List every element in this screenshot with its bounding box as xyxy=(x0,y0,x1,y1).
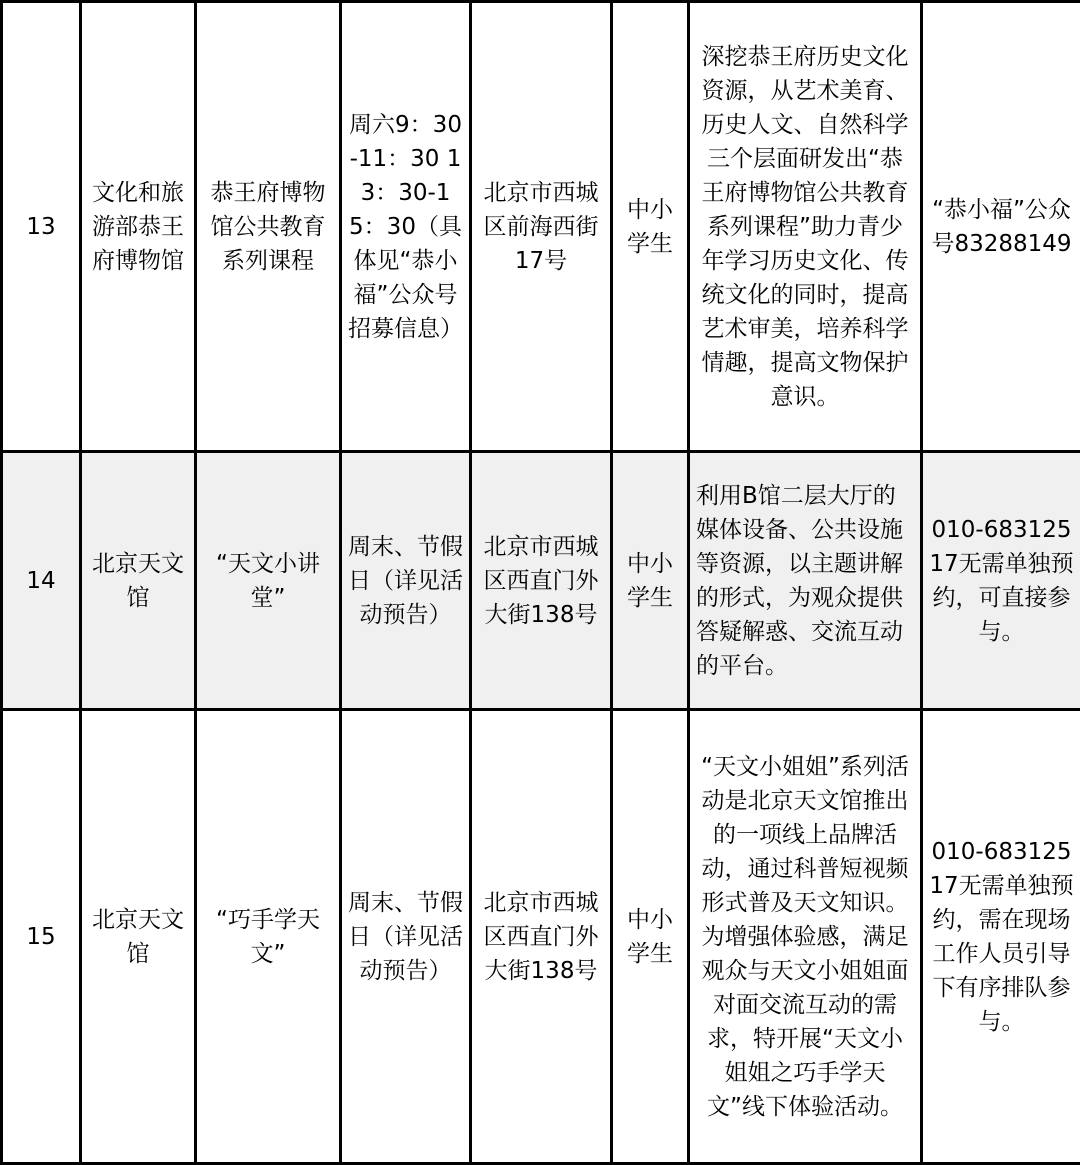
description-cell: “天文小姐姐”系列活动是北京天文馆推出的一项线上品牌活动，通过科普短视频形式普及天文知识。为增强体验感，满足观众与天文小姐姐面对面交流互动的需求，特开展“天文小姐姐之巧手学天文”线下体验活动。 xyxy=(689,710,922,1164)
organizer-cell: 北京天文馆 xyxy=(81,452,196,710)
audience-cell: 中小学生 xyxy=(612,710,689,1164)
description-cell: 深挖恭王府历史文化资源，从艺术美育、历史人文、自然科学三个层面研发出“恭王府博物馆公共教育系列课程”助力青少年学习历史文化、传统文化的同时，提高艺术审美，培养科学情趣，提高文物保护意识。 xyxy=(689,2,922,452)
activity-name-cell: “巧手学天文” xyxy=(196,710,341,1164)
time-cell: 周末、节假日（详见活动预告） xyxy=(341,710,471,1164)
time-cell: 周末、节假日（详见活动预告） xyxy=(341,452,471,710)
description-cell: 利用B馆二层大厅的媒体设备、公共设施等资源，以主题讲解的形式，为观众提供答疑解惑、交流互动的平台。 xyxy=(689,452,922,710)
row-number: 14 xyxy=(2,452,81,710)
location-cell: 北京市西城区西直门外大街138号 xyxy=(471,452,612,710)
table-row xyxy=(2,2,1080,452)
contact-cell: 010-68312517无需单独预约，可直接参与。 xyxy=(922,452,1080,710)
audience-cell: 中小学生 xyxy=(612,452,689,710)
audience-cell: 中小学生 xyxy=(612,2,689,452)
location-cell: 北京市西城区前海西街17号 xyxy=(471,2,612,452)
contact-cell: “恭小福”公众号83288149 xyxy=(922,2,1080,452)
organizer-cell: 文化和旅游部恭王府博物馆 xyxy=(81,2,196,452)
organizer-cell: 北京天文馆 xyxy=(81,710,196,1164)
table-row xyxy=(2,710,1080,1164)
time-cell: 周六9：30-11：30 13：30-15：30（具体见“恭小福”公众号招募信息） xyxy=(341,2,471,452)
contact-cell: 010-68312517无需单独预约，需在现场工作人员引导下有序排队参与。 xyxy=(922,710,1080,1164)
activity-name-cell: “天文小讲堂” xyxy=(196,452,341,710)
location-cell: 北京市西城区西直门外大街138号 xyxy=(471,710,612,1164)
row-number: 15 xyxy=(2,710,81,1164)
activity-name-cell: 恭王府博物馆公共教育系列课程 xyxy=(196,2,341,452)
table-row xyxy=(2,452,1080,710)
row-number: 13 xyxy=(2,2,81,452)
